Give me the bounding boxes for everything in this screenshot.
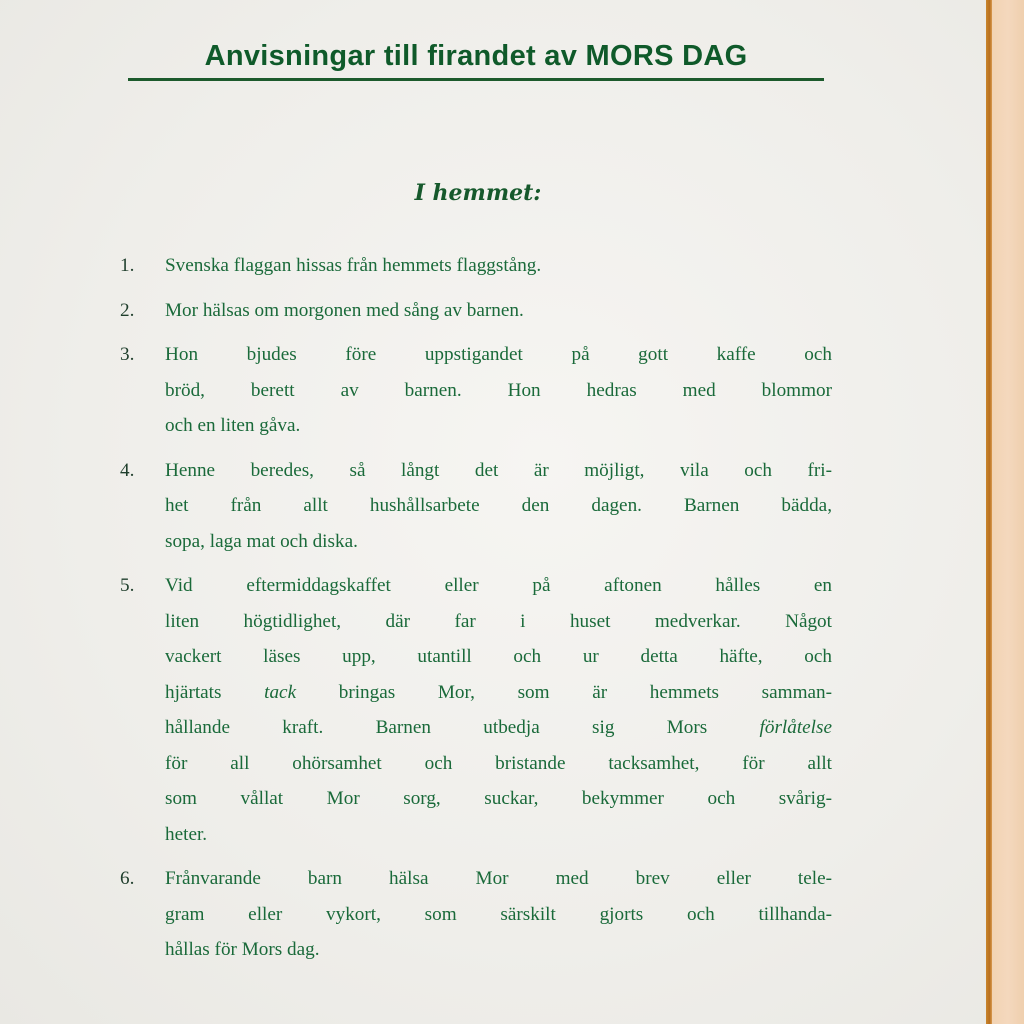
text-line: gram eller vykort, som särskilt gjorts och tillhanda- (165, 903, 832, 925)
text-line: Henne beredes, så långt det är möjligt, vila och fri- (165, 459, 832, 481)
list-item (120, 337, 832, 444)
text-line: Frånvarande barn hälsa Mor med brev eller tele- (165, 868, 832, 889)
text-line: liten högtidlighet, där far i huset medverkar. Något (165, 610, 832, 632)
list-item (120, 568, 832, 852)
list-item (120, 293, 832, 329)
text-line: för all ohörsamhet och bristande tacksamhet, för allt (165, 752, 832, 774)
text-line: sopa, laga mat och diska. (165, 530, 358, 552)
emphasized-word: tack (264, 681, 297, 703)
text-line: vackert läses upp, utantill och ur detta häfte, och (165, 646, 832, 667)
text-line: Svenska flaggan hissas från hemmets flaggstång. (165, 255, 542, 276)
text-line: hållande kraft. Barnen utbedja sig Mors förlåtelse (165, 717, 832, 738)
instruction-list (120, 248, 832, 977)
text-line: som vållat Mor sorg, suckar, bekymmer och svårig- (165, 788, 832, 809)
item-number: 5. (120, 575, 135, 596)
emphasized-word: förlåtelse (759, 717, 832, 738)
text-line: het från allt hushållsarbete den dagen. Barnen bädda, (165, 495, 832, 516)
item-number: 1. (120, 255, 135, 276)
text-line: Vid eftermiddagskaffet eller på aftonen hålles en (165, 575, 832, 596)
page-title: Anvisningar till firandet av MORS DAG (204, 40, 748, 72)
item-number: 2. (120, 299, 135, 321)
item-number: 3. (120, 344, 135, 365)
text-line: Mor hälsas om morgonen med sång av barnen. (165, 299, 524, 321)
section-heading: I hemmet: (414, 180, 542, 206)
list-item (120, 861, 832, 968)
list-item (120, 248, 832, 284)
text-line: Hon bjudes före uppstigandet på gott kaffe och (165, 344, 832, 365)
title-underline (128, 78, 824, 81)
text-line: hållas för Mors dag. (165, 939, 320, 960)
text-line: och en liten gåva. (165, 415, 301, 436)
item-number: 6. (120, 868, 135, 889)
item-number: 4. (120, 459, 135, 481)
text-line: bröd, berett av barnen. Hon hedras med blommor (165, 379, 832, 401)
text-line: heter. (165, 823, 208, 845)
list-item (120, 453, 832, 560)
text-line: hjärtats tack bringas Mor, som är hemmets samman- (165, 681, 832, 703)
booklet-cover (992, 0, 1024, 1024)
